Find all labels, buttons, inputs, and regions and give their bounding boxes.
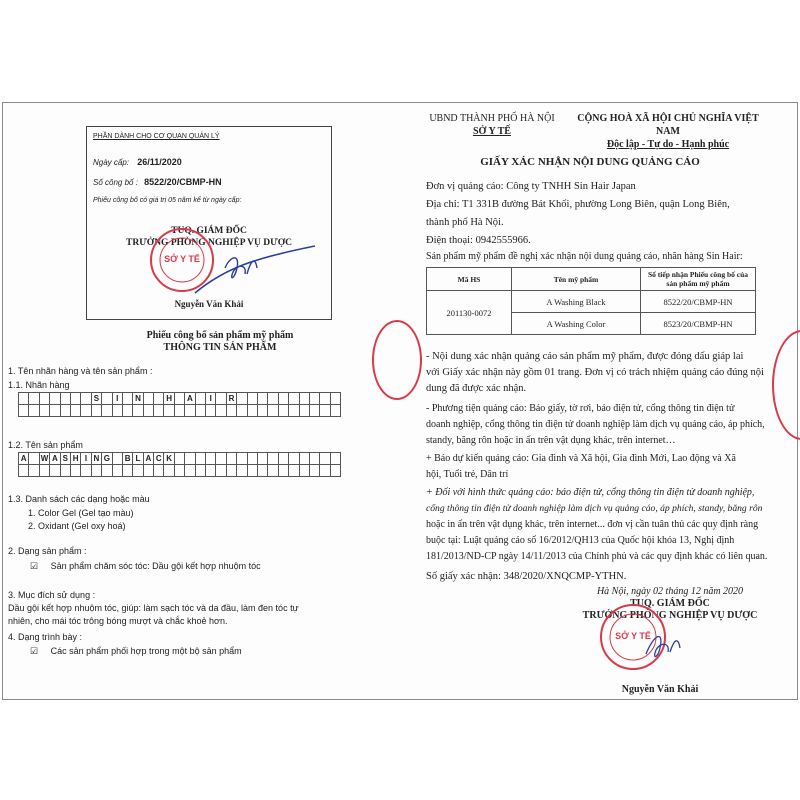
letter-cell: A bbox=[185, 393, 195, 405]
letter-cell: W bbox=[40, 454, 49, 463]
letter-cell bbox=[175, 465, 185, 477]
letter-cell bbox=[196, 465, 206, 477]
section-2-heading: 2. Dạng sản phẩm : bbox=[8, 546, 87, 556]
letter-cell: A bbox=[50, 453, 60, 465]
paragraph-1-line3: dung đã được xác nhận. bbox=[426, 383, 527, 394]
national-motto-line2: Độc lập - Tự do - Hạnh phúc bbox=[606, 139, 730, 150]
mgmt-signer-title-line2: TRƯỞNG PHÒNG NGHIỆP VỤ DƯỢC bbox=[126, 238, 292, 248]
letter-cell bbox=[227, 405, 237, 417]
letter-cell: I bbox=[113, 393, 123, 405]
left-document-title bbox=[40, 330, 400, 354]
letter-cell bbox=[123, 465, 133, 477]
letter-cell bbox=[71, 465, 81, 477]
letter-cell bbox=[164, 405, 174, 417]
letter-cell bbox=[40, 465, 50, 477]
letter-cell bbox=[50, 405, 60, 417]
section-1-3-heading: 1.3. Danh sách các dạng hoặc màu bbox=[8, 494, 150, 504]
authority-header bbox=[422, 112, 562, 138]
management-box-header: PHẦN DÀNH CHO CƠ QUAN QUẢN LÝ bbox=[93, 133, 220, 140]
section-3-heading: 3. Mục đích sử dụng : bbox=[8, 590, 96, 600]
section-1-2-heading: 1.2. Tên sản phẩm bbox=[8, 440, 83, 450]
table-header-number: Số tiếp nhận Phiếu công bố của sản phẩm mỹ phẩm bbox=[641, 268, 756, 291]
letter-cell bbox=[237, 465, 247, 477]
table-cell-publication-number: 8523/20/CBMP-HN bbox=[641, 313, 756, 335]
letter-cell: B bbox=[123, 453, 133, 465]
letter-cell bbox=[29, 405, 39, 417]
letter-cell bbox=[300, 405, 310, 417]
left-signature-icon bbox=[185, 238, 325, 308]
letter-cell: H bbox=[164, 393, 174, 405]
issue-place-date: Hà Nội, ngày 02 tháng 12 năm 2020 bbox=[596, 586, 744, 597]
product-intro: Sản phẩm mỹ phẩm đề nghị xác nhận nội dung quảng cáo, nhãn hàng Sin Hair: bbox=[426, 251, 743, 262]
letter-cell bbox=[50, 465, 60, 477]
margin-seal-stamp bbox=[372, 320, 422, 400]
certificate-title: GIẤY XÁC NHẬN NỘI DUNG QUẢNG CÁO bbox=[480, 156, 700, 168]
letter-cell bbox=[279, 405, 289, 417]
letter-cell: S bbox=[61, 453, 71, 465]
letter-cell bbox=[164, 465, 174, 477]
letter-cell bbox=[320, 405, 330, 417]
paragraph-2-line1: - Phương tiện quảng cáo: Báo giấy, tờ rơi, báo điện tử, cổng thông tin điện tử bbox=[426, 403, 735, 414]
letter-cell bbox=[237, 405, 247, 417]
table-cell-product-name: A Washing Color bbox=[512, 313, 641, 335]
letter-cell bbox=[81, 405, 91, 417]
letter-cell bbox=[216, 405, 226, 417]
letter-cell bbox=[320, 465, 330, 477]
publication-number-row bbox=[93, 177, 222, 187]
letter-cell bbox=[196, 405, 206, 417]
letter-cell: I bbox=[206, 393, 216, 405]
brand-letter-grid-row2 bbox=[18, 404, 341, 417]
mgmt-signer-name: Nguyễn Văn Khải bbox=[174, 299, 244, 309]
checkbox-icon: ☑ bbox=[30, 561, 39, 571]
certificate-number: Số giấy xác nhận: 348/2020/XNQCMP-YTHN. bbox=[426, 571, 627, 582]
letter-cell bbox=[19, 465, 29, 477]
letter-cell: A bbox=[19, 453, 29, 465]
stamp-center-text: SỞ Y TẾ bbox=[164, 254, 200, 264]
letter-cell bbox=[133, 405, 143, 417]
paragraph-3-line1: + Báo dự kiến quảng cáo: Gia đình và Xã hội, Gia đình Mới, Lao động và Xã bbox=[426, 453, 736, 464]
letter-cell bbox=[40, 405, 50, 417]
left-title-line2: THÔNG TIN SẢN PHẨM bbox=[163, 342, 277, 353]
right-signer-title bbox=[560, 598, 780, 622]
letter-cell bbox=[300, 465, 310, 477]
issue-date-row bbox=[93, 157, 182, 167]
product-table bbox=[426, 267, 756, 335]
letter-cell bbox=[310, 405, 320, 417]
issue-date-value: 26/11/2020 bbox=[137, 157, 182, 167]
letter-cell bbox=[268, 465, 278, 477]
right-signer-title-line1: TUQ. GIÁM ĐỐC bbox=[630, 598, 710, 609]
letter-cell bbox=[144, 405, 154, 417]
left-title-line1: Phiếu công bố sản phẩm mỹ phẩm bbox=[146, 330, 294, 341]
letter-cell bbox=[92, 405, 102, 417]
paragraph-1-line1: - Nội dung xác nhận quảng cáo sản phẩm mỹ phẩm, được đóng dấu giáp lai bbox=[426, 351, 744, 362]
letter-cell bbox=[248, 465, 258, 477]
letter-cell bbox=[185, 405, 195, 417]
section-4-item bbox=[8, 646, 242, 657]
letter-cell bbox=[113, 465, 123, 477]
letter-cell bbox=[279, 465, 289, 477]
table-header-name: Tên mỹ phẩm bbox=[512, 268, 641, 291]
section-4-item-text: Các sản phẩm phối hợp trong một bộ sản phẩm bbox=[50, 646, 242, 656]
table-cell-hs-code: 201130-0072 bbox=[427, 291, 512, 335]
national-motto-line1: CỘNG HOÀ XÃ HỘI CHỦ NGHĨA VIỆT NAM bbox=[577, 113, 759, 137]
paragraph-4-line3: hoặc in ấn trên vật dụng khác, trên internet... đơn vị cần tuân thủ các quy định ràng bbox=[426, 519, 759, 530]
mgmt-signer-title-line1: TUQ. GIÁM ĐỐC bbox=[171, 226, 247, 236]
paragraph-2-line2: doanh nghiệp, cổng thông tin điện tử doanh nghiệp làm dịch vụ quảng cáo, áp phích, bbox=[426, 419, 765, 430]
letter-cell bbox=[154, 405, 164, 417]
letter-cell bbox=[102, 405, 112, 417]
paragraph-4-line4: buộc tại: Luật quảng cáo số 16/2012/QH13 của Quốc hội khóa 13, Nghị định bbox=[426, 535, 735, 546]
color-item-1: 1. Color Gel (Gel tạo màu) bbox=[28, 508, 134, 518]
right-signature-icon bbox=[640, 624, 710, 674]
section-2-item-text: Sản phẩm chăm sóc tóc: Dầu gội kết hợp nhuộm tóc bbox=[50, 561, 261, 571]
letter-cell: G bbox=[102, 453, 112, 465]
right-signer-title-line2: TRƯỞNG PHÒNG NGHIỆP VỤ DƯỢC bbox=[582, 610, 758, 621]
letter-cell bbox=[71, 405, 81, 417]
section-3-text-line1: Dầu gội kết hợp nhuộm tóc, giúp: làm sạch tóc và da đầu, làm đen tóc tự bbox=[8, 603, 299, 613]
letter-cell bbox=[258, 465, 268, 477]
letter-cell bbox=[19, 405, 29, 417]
section-1-heading: 1. Tên nhãn hàng và tên sản phẩm : bbox=[8, 366, 153, 376]
table-header-hs: Mã HS bbox=[427, 268, 512, 291]
address-line2: thành phố Hà Nội. bbox=[426, 217, 504, 228]
authority-line1: UBND THÀNH PHỐ HÀ NỘI bbox=[429, 113, 555, 124]
letter-cell bbox=[331, 405, 341, 417]
letter-cell: A bbox=[144, 453, 154, 465]
letter-cell bbox=[289, 405, 299, 417]
paragraph-1-line2: với Giấy xác nhận này gồm 01 trang. Đơn vị có trách nhiệm quảng cáo đúng nội bbox=[426, 367, 764, 378]
publication-number-label: Số công bố : bbox=[93, 178, 138, 187]
paragraph-3-line2: hội, Tuổi trẻ, Dân trí bbox=[426, 469, 509, 480]
letter-cell: S bbox=[92, 393, 102, 405]
validity-row: Phiếu công bố có giá trị 05 năm kể từ ngày cấp: bbox=[93, 197, 242, 204]
letter-cell bbox=[61, 465, 71, 477]
issue-date-label: Ngày cấp: bbox=[93, 158, 130, 167]
letter-cell bbox=[310, 465, 320, 477]
letter-cell bbox=[81, 465, 91, 477]
letter-cell: N bbox=[133, 393, 143, 405]
letter-cell bbox=[113, 405, 123, 417]
letter-cell bbox=[227, 465, 237, 477]
table-header-row bbox=[427, 268, 756, 291]
right-signer-name: Nguyễn Văn Khải bbox=[621, 684, 699, 695]
letter-cell bbox=[144, 465, 154, 477]
section-1-1-heading: 1.1. Nhãn hàng bbox=[8, 380, 70, 390]
letter-cell bbox=[92, 465, 102, 477]
table-row bbox=[427, 291, 756, 313]
letter-cell bbox=[289, 465, 299, 477]
letter-cell bbox=[216, 465, 226, 477]
table-cell-publication-number: 8522/20/CBMP-HN bbox=[641, 291, 756, 313]
letter-cell bbox=[102, 465, 112, 477]
letter-cell bbox=[61, 405, 71, 417]
national-header bbox=[570, 112, 766, 151]
paragraph-4-line5: 181/2013/ND-CP ngày 14/11/2013 của Chính phủ và các quy định khác có liên quan. bbox=[426, 551, 768, 562]
product-letter-grid-row2 bbox=[18, 464, 341, 477]
paragraph-4-line1: + Đối với hình thức quảng cáo: báo điện tử, cổng thông tin điện tử doanh nghiệp, bbox=[426, 487, 755, 498]
section-4-heading: 4. Dạng trình bày : bbox=[8, 632, 83, 642]
letter-cell bbox=[268, 405, 278, 417]
authority-line2: SỞ Y TẾ bbox=[473, 126, 511, 137]
letter-cell bbox=[206, 405, 216, 417]
letter-cell bbox=[185, 465, 195, 477]
advertising-unit: Đơn vị quảng cáo: Công ty TNHH Sin Hair Japan bbox=[426, 181, 636, 192]
letter-cell bbox=[258, 405, 268, 417]
letter-cell: L bbox=[133, 453, 143, 465]
letter-cell bbox=[331, 465, 341, 477]
stamp-center-text-2: SỞ Y TẾ bbox=[615, 631, 651, 641]
letter-cell bbox=[29, 465, 39, 477]
letter-cell bbox=[248, 405, 258, 417]
phone-line: Điện thoại: 0942555966. bbox=[426, 235, 531, 246]
letter-cell bbox=[175, 405, 185, 417]
letter-cell: R bbox=[227, 393, 237, 405]
letter-cell bbox=[154, 465, 164, 477]
paragraph-4-line2: cổng thông tin điện tử doanh nghiệp làm dịch vụ quảng cáo, áp phích, standy, băng rôn bbox=[426, 503, 763, 514]
letter-cell bbox=[206, 465, 216, 477]
letter-cell: N bbox=[92, 453, 102, 465]
checkbox-icon-2: ☑ bbox=[30, 646, 39, 656]
publication-number-value: 8522/20/CBMP-HN bbox=[144, 177, 222, 187]
letter-cell: I bbox=[81, 453, 91, 465]
section-3-text-line2: nhiên, cho mái tóc trông bóng mượt và chắc khoẻ hơn. bbox=[8, 616, 228, 626]
letter-cell: K bbox=[164, 453, 174, 465]
paragraph-2-line3: standy, băng rôn hoặc in ấn trên vật dụng khác, trên internet… bbox=[426, 435, 676, 446]
letter-cell: C bbox=[154, 453, 164, 465]
letter-cell: H bbox=[71, 453, 81, 465]
table-cell-product-name: A Washing Black bbox=[512, 291, 641, 313]
color-item-2: 2. Oxidant (Gel oxy hoá) bbox=[28, 521, 126, 531]
address-line1: Địa chỉ: T1 331B đường Bát Khối, phường Long Biên, quận Long Biên, bbox=[426, 199, 730, 210]
letter-cell bbox=[133, 465, 143, 477]
section-2-item bbox=[8, 561, 261, 572]
letter-cell bbox=[123, 405, 133, 417]
